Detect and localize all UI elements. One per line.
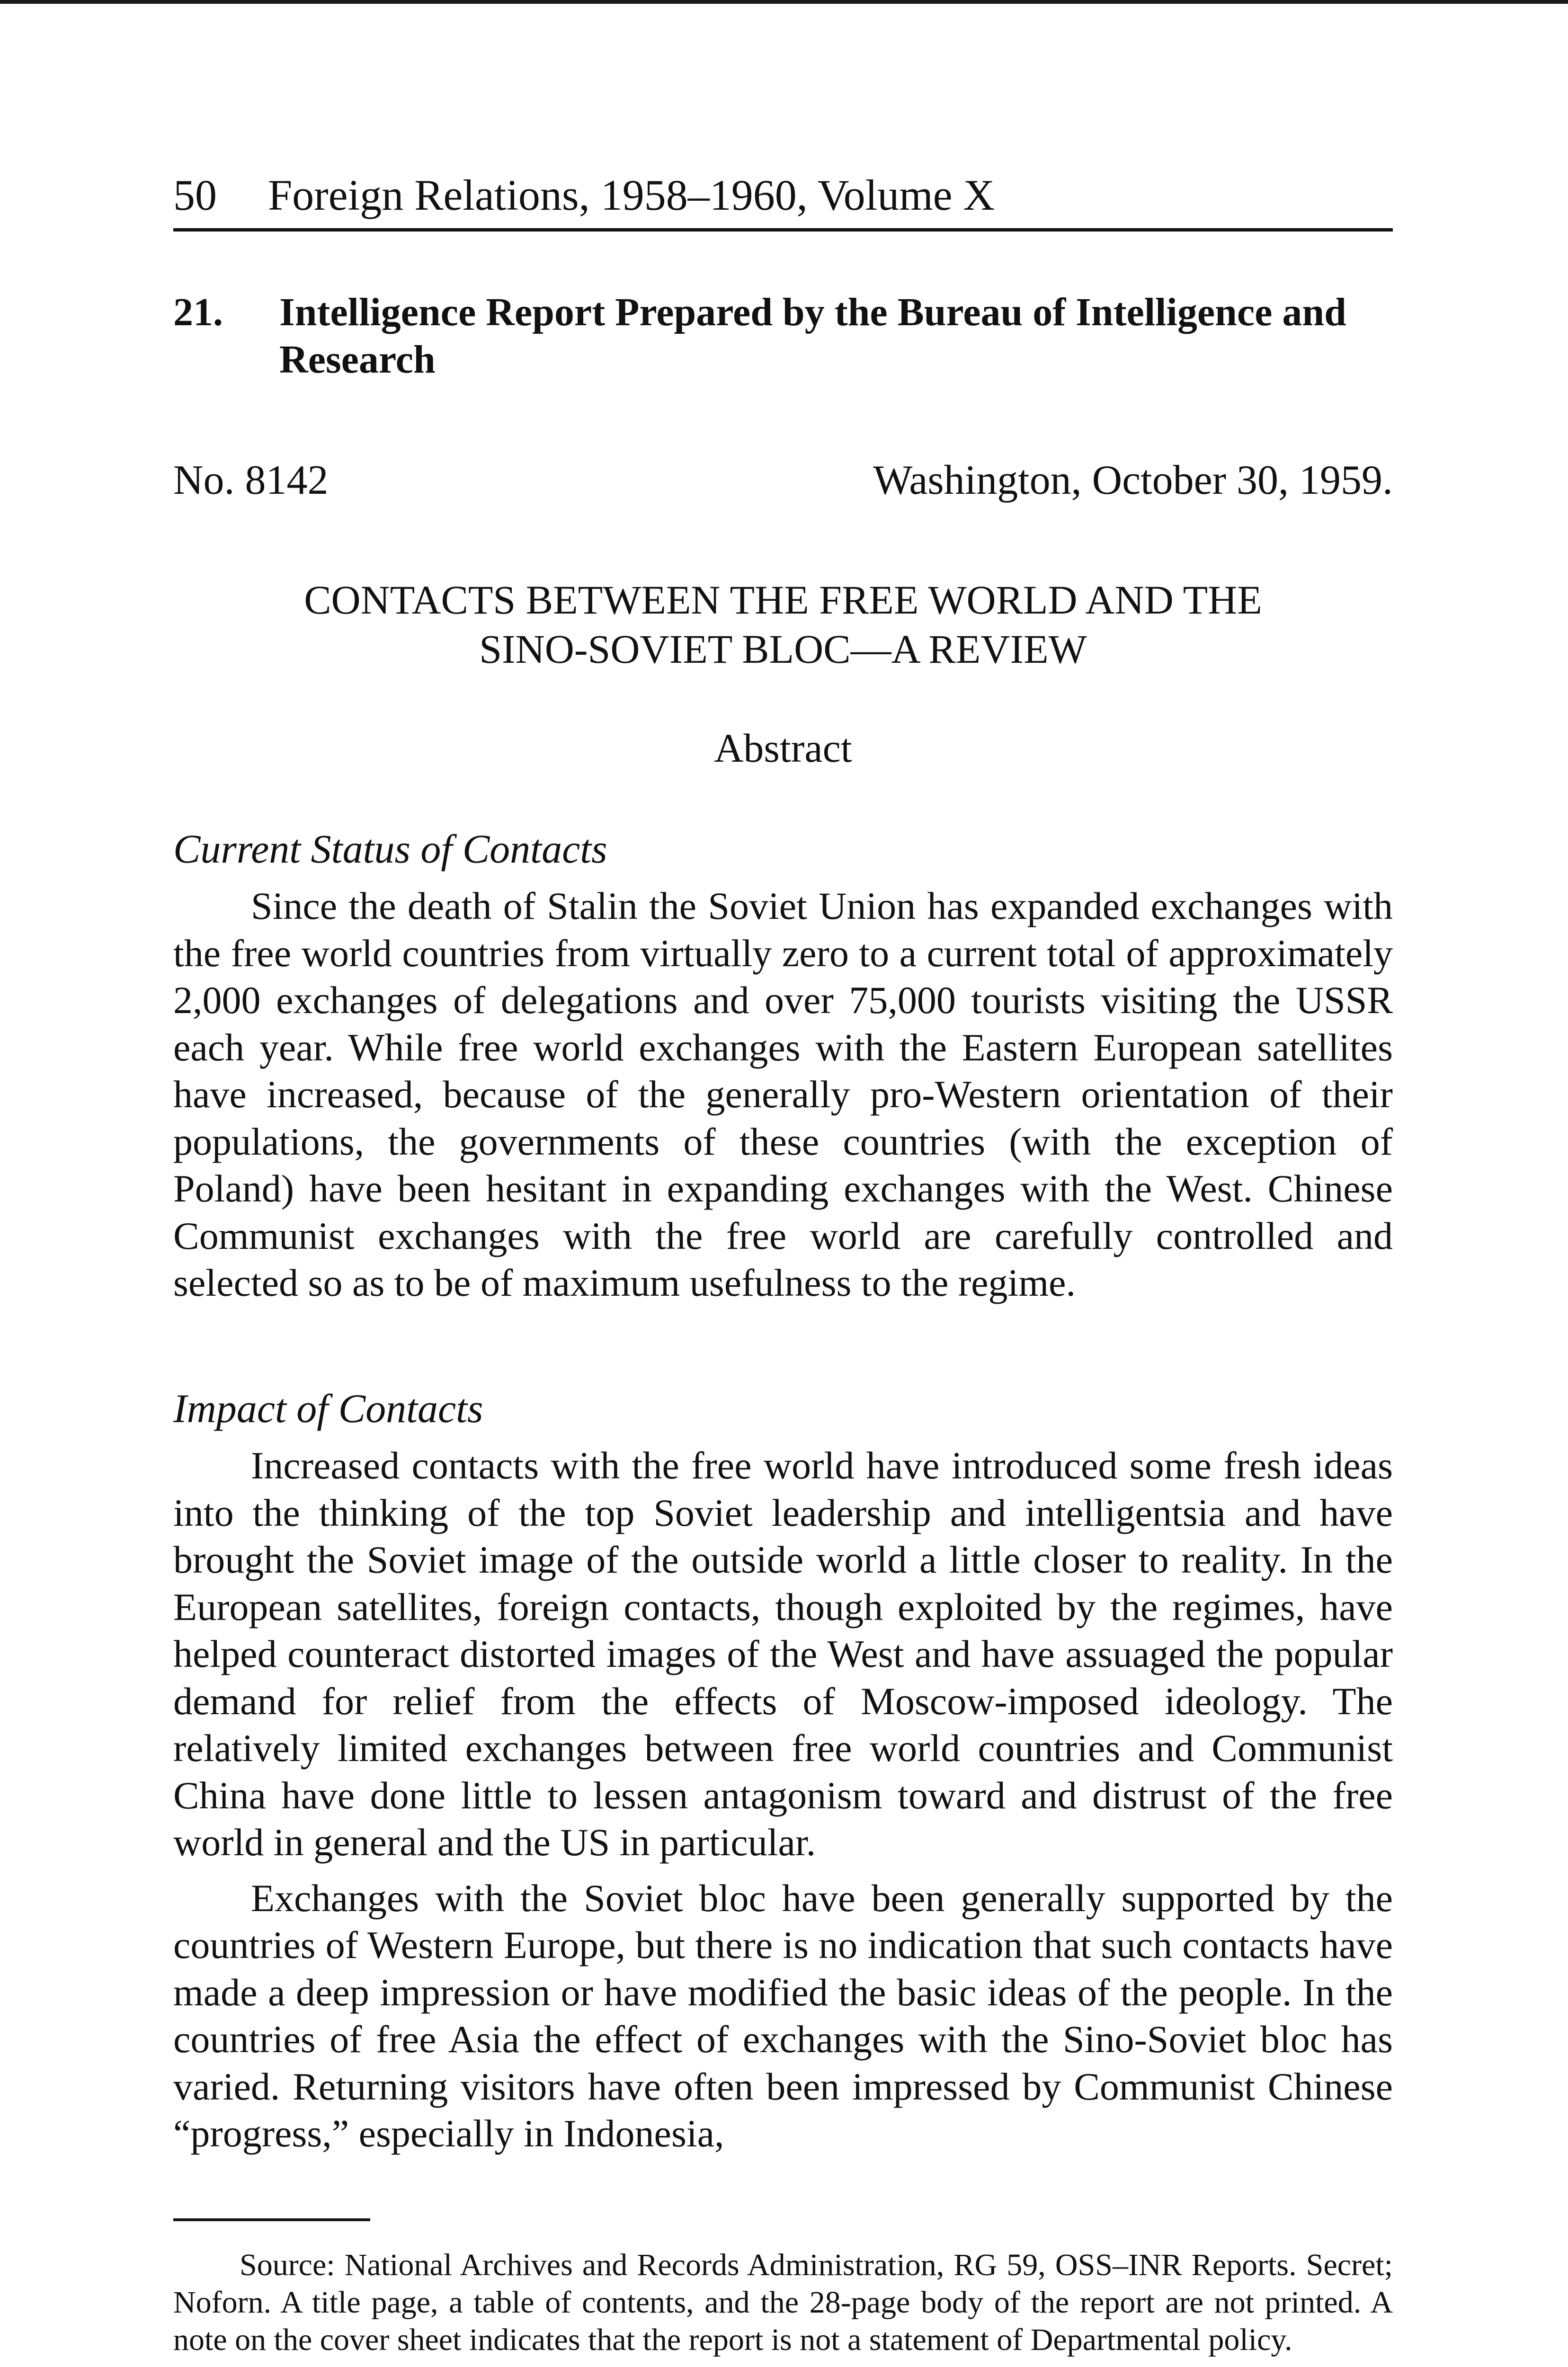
paragraph: Exchanges with the Soviet bloc have been generally supported by the countries of Western Europe, but there is no indication that such contacts have made a deep impression or have modified the basic ideas of the people. In the countries of free Asia the effect of exchanges with the Sino-Soviet bloc has varied. Returning visitors have often been impressed by Communist Chinese “progress,” especially in Indonesia, <box>173 1876 1393 2155</box>
abstract-heading: Abstract <box>714 725 852 771</box>
report-title-line-2: SINO-SOVIET BLOC—A REVIEW <box>479 626 1087 672</box>
footnote-rule <box>173 2218 370 2221</box>
source-footnote: Source: National Archives and Records Administration, RG 59, OSS–INR Reports. Secret; Noforn. A title page, a table of contents, and the 28-page body of the report are not printed. A note on the cover sheet indicates that the report is not a statement of Departmental policy. <box>173 2248 1393 2357</box>
section-body-current-status <box>173 882 1393 1307</box>
running-head <box>173 167 1393 223</box>
document-title: Intelligence Report Prepared by the Bureau of Intelligence and Research <box>279 290 1346 382</box>
publication-title: Foreign Relations, 1958–1960, Volume X <box>268 171 995 219</box>
section-heading-current-status: Current Status of Contacts <box>173 826 607 872</box>
section-heading-impact: Impact of Contacts <box>173 1386 483 1431</box>
page-number: 50 <box>173 171 217 219</box>
document-number: 21. <box>173 290 223 334</box>
report-title <box>173 575 1393 674</box>
paragraph: Increased contacts with the free world have introduced some fresh ideas into the thinking of the top Soviet leadership and intelligentsia and have brought the Soviet image of the outside world a little closer to reality. In the European satellites, foreign contacts, though exploited by the regimes, have helped counteract distorted images of the West and have assuaged the popular demand for relief from the effects of Moscow-imposed ideology. The relatively limited exchanges between free world countries and Communist China have done little to lessen antagonism toward and distrust of the free world in general and the US in particular. <box>173 1444 1393 1864</box>
report-title-line-1: CONTACTS BETWEEN THE FREE WORLD AND THE <box>304 577 1262 623</box>
report-number: No. 8142 <box>173 457 329 503</box>
paragraph: Since the death of Stalin the Soviet Union has expanded exchanges with the free world countries from virtually zero to a current total of approximately 2,000 exchanges of delegations and over 75,000 tourists visiting the USSR each year. While free world exchanges with the Eastern European satellites have increased, because of the generally pro-Western orientation of their populations, the governments of these countries (with the exception of Poland) have been hesitant in expanding exchanges with the West. Chinese Communist exchanges with the free world are carefully controlled and selected so as to be of maximum usefulness to the regime. <box>173 884 1393 1304</box>
scan-top-edge <box>0 0 1568 4</box>
place-and-date: Washington, October 30, 1959. <box>873 457 1393 503</box>
header-rule <box>173 228 1393 231</box>
section-body-impact <box>173 1442 1393 2157</box>
